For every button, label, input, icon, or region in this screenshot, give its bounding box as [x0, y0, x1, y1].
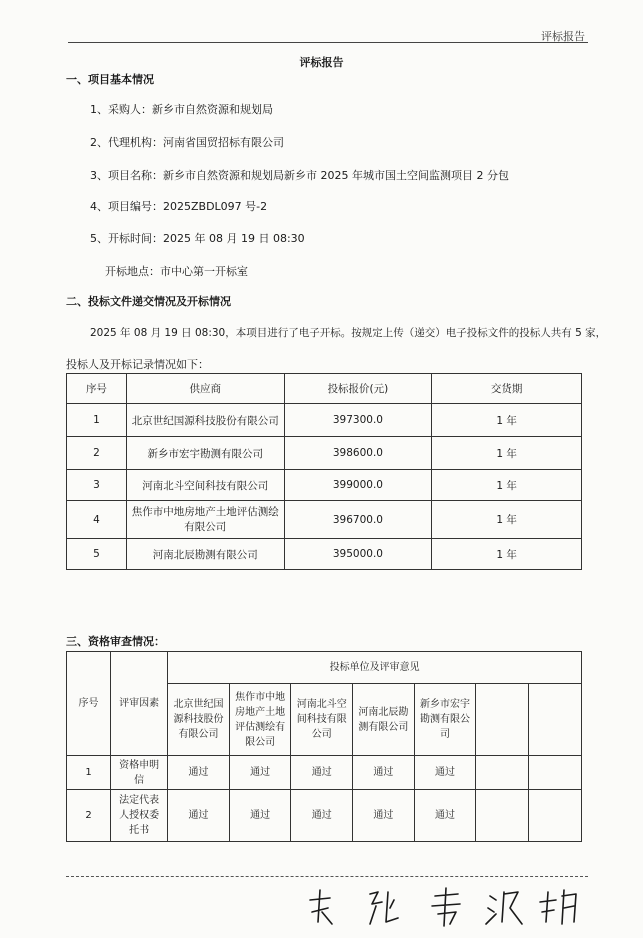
footer-divider — [66, 876, 588, 877]
row-no: 4 — [67, 501, 127, 539]
row-price: 396700.0 — [284, 501, 432, 539]
handwritten-signatures — [300, 882, 590, 932]
header-label: 评标报告 — [541, 30, 585, 43]
row-price: 398600.0 — [284, 437, 432, 470]
qual-result: 通过 — [353, 790, 415, 842]
project-number-line: 4、项目编号：2025ZBDL097 号-2 — [90, 200, 268, 213]
table-row — [67, 539, 582, 570]
table-row — [67, 404, 582, 437]
bidder-name-line: 司 — [439, 729, 450, 740]
section2-heading: 二、投标文件递交情况及开标情况 — [66, 295, 231, 308]
section3-heading: 三、资格审查情况： — [66, 635, 165, 648]
row-supplier: 北京世纪国源科技股份有限公司 — [126, 404, 284, 437]
qual-result: 通过 — [414, 756, 476, 790]
row-delivery: 1 年 — [432, 539, 582, 570]
supplier-line: 焦作市中地房地产土地评估测绘 — [131, 505, 279, 518]
factor-line: 人授权委 — [119, 810, 160, 821]
qual-result: 通过 — [353, 756, 415, 790]
bidder-name — [414, 684, 476, 756]
signature-stroke — [370, 892, 398, 924]
row-no: 5 — [67, 539, 127, 570]
qual-col-no: 序号 — [67, 652, 111, 756]
bidder-name-line: 北京世纪国 — [173, 699, 224, 710]
factor-line: 托书 — [129, 825, 150, 836]
qual-row-factor — [111, 756, 168, 790]
empty-cell — [529, 790, 582, 842]
row-delivery: 1 年 — [432, 470, 582, 501]
qual-header-row — [67, 652, 582, 684]
row-supplier: 河南北斗空间科技有限公司 — [126, 470, 284, 501]
bidder-name-line: 测有限公司 — [358, 721, 409, 733]
table-row — [67, 470, 582, 501]
row-delivery: 1 年 — [432, 501, 582, 539]
purchaser-line: 1、采购人：新乡市自然资源和规划局 — [90, 103, 273, 116]
row-price: 395000.0 — [284, 539, 432, 570]
row-no: 2 — [67, 437, 127, 470]
opening-paragraph-line1: 2025 年 08 月 19 日 08:30，本项目进行了电子开标。按规定上传（递交）电子投标文件的投标人共有 5 家， — [90, 327, 607, 339]
qual-result: 通过 — [168, 790, 230, 842]
bidder-name-line: 有限公司 — [178, 729, 219, 740]
project-name-line: 3、项目名称：新乡市自然资源和规划局新乡市 2025 年城市国土空间监测项目 2 分包 — [90, 169, 509, 182]
bidder-name-line: 源科技股份 — [173, 714, 224, 725]
bidder-name-line: 房地产土地 — [235, 706, 286, 718]
bidder-name-line: 间科技有限 — [296, 714, 347, 725]
col-header-delivery: 交货期 — [432, 374, 582, 404]
bidder-name-line: 公司 — [311, 729, 332, 740]
header-divider — [68, 42, 588, 43]
agency-line: 2、代理机构：河南省国贸招标有限公司 — [90, 136, 284, 149]
row-no: 3 — [67, 470, 127, 501]
page-title: 评标报告 — [299, 56, 344, 69]
row-no: 1 — [67, 404, 127, 437]
qual-row-factor — [111, 790, 168, 842]
bid-opening-table — [66, 373, 582, 570]
factor-line: 法定代表 — [119, 795, 160, 806]
row-price: 397300.0 — [284, 404, 432, 437]
factor-line: 信 — [134, 774, 145, 786]
bidder-name-line: 新乡市宏宇 — [419, 699, 470, 710]
col-header-price: 投标报价(元) — [284, 374, 432, 404]
empty-cell — [476, 684, 529, 756]
empty-cell — [529, 756, 582, 790]
bidder-name-line: 河南北斗空 — [296, 699, 347, 710]
col-header-no: 序号 — [67, 374, 127, 404]
qual-result: 通过 — [291, 790, 353, 842]
table-header-row — [67, 374, 582, 404]
row-delivery: 1 年 — [432, 437, 582, 470]
signature-stroke — [432, 888, 460, 926]
table-row — [67, 437, 582, 470]
signature-stroke — [486, 892, 522, 924]
col-header-supplier: 供应商 — [126, 374, 284, 404]
factor-line: 资格申明 — [119, 759, 160, 771]
bidder-name-line: 限公司 — [245, 736, 276, 748]
row-supplier: 新乡市宏宇勘测有限公司 — [126, 437, 284, 470]
supplier-line: 有限公司 — [184, 520, 227, 533]
row-supplier — [126, 501, 284, 539]
qual-col-factor: 评审因素 — [111, 652, 168, 756]
bidder-name-line: 焦作市中地 — [235, 691, 286, 703]
qualification-table — [66, 651, 582, 842]
qual-row-no: 1 — [67, 756, 111, 790]
qual-result: 通过 — [414, 790, 476, 842]
qual-col-group: 投标单位及评审意见 — [168, 652, 582, 684]
qual-row-no: 2 — [67, 790, 111, 842]
bidder-name-line: 河南北辰勘 — [358, 706, 409, 718]
opening-time-line: 5、开标时间：2025 年 08 月 19 日 08:30 — [90, 232, 305, 245]
qual-row — [67, 790, 582, 842]
bidder-name — [291, 684, 353, 756]
bidder-name — [353, 684, 415, 756]
table-row — [67, 501, 582, 539]
qual-result: 通过 — [291, 756, 353, 790]
row-delivery: 1 年 — [432, 404, 582, 437]
row-supplier: 河南北辰勘测有限公司 — [126, 539, 284, 570]
qual-result: 通过 — [229, 756, 291, 790]
bidder-name-line: 勘测有限公 — [419, 714, 470, 725]
empty-cell — [476, 756, 529, 790]
row-price: 399000.0 — [284, 470, 432, 501]
bidder-name — [168, 684, 230, 756]
signature-stroke — [310, 890, 332, 924]
qual-result: 通过 — [229, 790, 291, 842]
opening-location-line: 开标地点：市中心第一开标室 — [105, 265, 248, 278]
section1-heading: 一、项目基本情况 — [66, 73, 154, 86]
bidder-name-line: 评估测绘有 — [235, 721, 286, 733]
empty-cell — [476, 790, 529, 842]
qual-row — [67, 756, 582, 790]
opening-paragraph-line2: 投标人及开标记录情况如下： — [66, 358, 209, 371]
empty-cell — [529, 684, 582, 756]
bidder-name — [229, 684, 291, 756]
signature-stroke — [540, 890, 576, 924]
qual-result: 通过 — [168, 756, 230, 790]
